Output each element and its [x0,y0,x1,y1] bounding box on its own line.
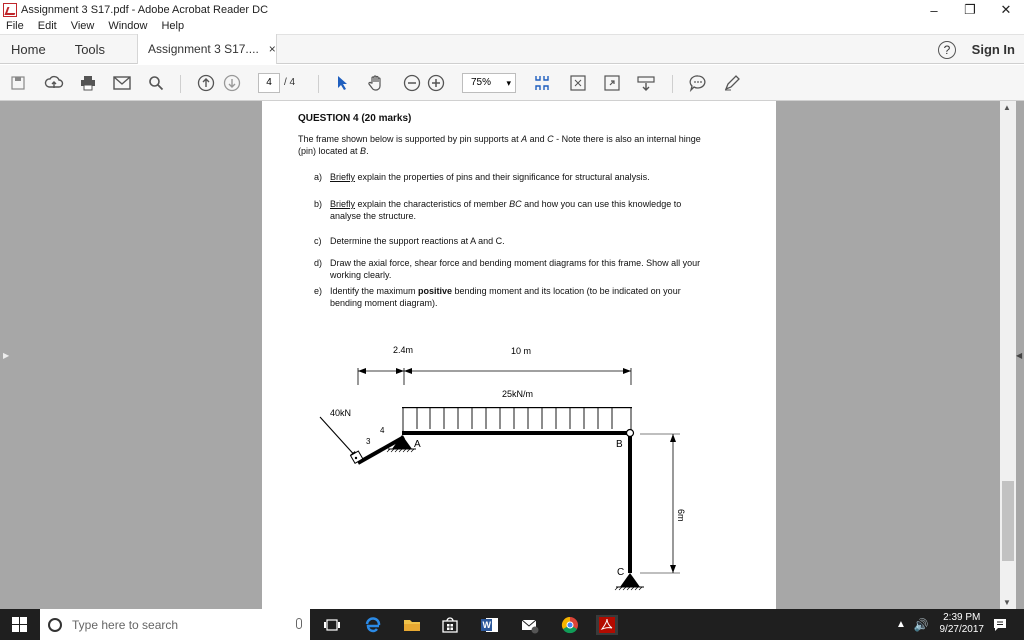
item-label: a) [314,172,323,182]
question-item-e [314,285,714,309]
menu-edit[interactable]: Edit [37,20,57,32]
sign-in-button[interactable]: Sign In [971,42,1015,57]
item-text: Determine the support reactions at A and C. [330,236,505,246]
full-screen-icon[interactable] [568,73,588,93]
intro-text: The frame shown below is supported by pin supports at [298,134,522,144]
scroll-down-icon[interactable]: ▼ [1003,598,1011,607]
close-tab-icon[interactable]: × [268,42,276,56]
item-text: and how you can use this knowledge to analyse the structure. [330,199,682,221]
title-bar [0,0,1024,20]
right-panel-toggle-icon[interactable]: ◀ [1016,351,1023,360]
item-text: bending moment and its location (to be indicated on your bending moment diagram). [330,286,681,308]
email-icon[interactable] [112,73,132,93]
read-mode-icon[interactable] [602,73,622,93]
hinge-b [627,430,634,437]
zoom-dropdown[interactable]: 75% ▾ [462,73,516,93]
scroll-up-icon[interactable]: ▲ [1003,103,1011,112]
intro-text: - Note there is also an internal hinge (pin) located at [298,134,701,156]
clock-date: 9/27/2017 [939,624,984,635]
item-strong: positive [418,286,453,296]
menu-window[interactable]: Window [108,20,148,32]
pen-draw-icon[interactable] [722,73,742,93]
question-item-d [314,257,714,281]
store-icon[interactable] [440,615,460,635]
label-c: C [617,567,625,578]
frame-diagram [308,341,686,606]
beam-ab [402,431,632,435]
minimize-button[interactable]: – [930,2,938,18]
page-total: / 4 [284,77,296,88]
zoom-in-icon[interactable] [426,73,446,93]
dim-left-label: 2.4m [393,345,414,355]
system-tray [896,609,929,640]
question-item-a [314,171,714,183]
item-label: b) [314,199,323,209]
toolbar-divider [318,75,319,93]
item-text: Identify the maximum [330,286,419,296]
tab-document[interactable] [137,34,277,64]
tab-bar [0,34,1024,64]
microphone-icon[interactable] [296,618,302,629]
acrobat-icon [3,3,17,17]
select-pointer-icon[interactable] [332,73,352,93]
item-lead: Briefly [330,172,356,182]
taskbar-search[interactable] [40,609,310,640]
chrome-icon[interactable] [560,615,580,635]
word-icon[interactable] [480,615,500,635]
taskbar-clock[interactable] [940,612,985,636]
column-bc [628,433,632,573]
item-label: c) [314,236,322,246]
item-lead: Briefly [330,199,356,209]
taskbar [0,609,1024,640]
edge-browser-icon[interactable] [362,615,382,635]
intro-a: A [521,134,528,144]
question-intro [298,133,718,157]
height-label: 6m [676,509,686,522]
tab-home[interactable]: Home [11,41,46,57]
toolbar-divider [672,75,673,93]
cortana-icon [48,618,62,632]
intro-b: B [360,146,367,156]
udl-label: 25kN/m [502,389,534,399]
item-em: BC [509,199,522,209]
scroll-mode-icon[interactable] [636,73,656,93]
file-explorer-icon[interactable] [402,615,422,635]
label-b: B [616,439,623,450]
item-label: e) [314,286,323,296]
task-view-icon[interactable] [322,615,342,635]
udl-top-line [402,407,632,408]
item-text: explain the characteristics of member [355,199,510,209]
upload-cloud-icon[interactable] [44,73,64,93]
item-text: explain the properties of pins and their significance for structural analysis. [355,172,650,182]
window-title: Assignment 3 S17.pdf - Adobe Acrobat Reader DC [21,4,269,16]
save-icon[interactable] [8,73,28,93]
udl-arrows [403,408,631,431]
previous-page-icon[interactable] [196,73,216,93]
tab-tools[interactable]: Tools [74,41,106,57]
print-icon[interactable] [78,73,98,93]
acrobat-taskbar-icon[interactable] [596,615,618,635]
help-icon[interactable]: ? [938,41,956,59]
menu-file[interactable]: File [6,20,24,32]
search-icon[interactable] [146,73,166,93]
menu-help[interactable]: Help [161,20,185,32]
scroll-thumb[interactable] [1002,481,1014,561]
item-text: Draw the axial force, shear force and bending moment diagrams for this frame. Show all your working clearly. [330,258,701,280]
question-item-c [314,235,714,247]
tray-up-icon[interactable]: ▲ [896,619,906,630]
action-center-icon[interactable] [990,615,1010,635]
toolbar-divider [180,75,181,93]
volume-icon[interactable]: 🔊 [913,617,929,632]
mail-icon[interactable] [520,615,540,635]
label-a: A [414,439,421,450]
force-line [320,417,358,459]
menu-bar [0,18,1024,34]
svg-text:W: W [482,620,491,630]
comment-icon[interactable] [688,73,708,93]
clock-time: 2:39 PM [943,612,981,623]
windows-start-icon[interactable] [12,617,27,632]
force-label: 40kN [330,408,352,418]
toolbar [0,65,1024,101]
menu-view[interactable]: View [70,20,95,32]
next-page-icon[interactable] [222,73,242,93]
dim-right-label: 10 m [511,346,532,356]
left-panel-toggle-icon[interactable]: ▶ [3,351,10,360]
vertical-scrollbar[interactable] [1000,101,1016,609]
question-title: QUESTION 4 (20 marks) [298,113,412,124]
document-viewer[interactable] [0,101,1024,609]
hand-tool-icon[interactable] [366,73,386,93]
item-label: d) [314,258,323,268]
fit-page-icon[interactable] [532,73,552,93]
intro-text: . [366,146,369,156]
search-placeholder: Type here to search [72,617,179,632]
intro-c: C [547,134,554,144]
document-tab-label: Assignment 3 S17.... [148,42,259,56]
slope-4-label: 4 [380,426,385,435]
zoom-out-icon[interactable] [402,73,422,93]
maximize-button[interactable]: ❐ [964,2,976,17]
intro-text: and [527,134,548,144]
marker-dot [355,457,357,459]
window-controls [916,0,1024,20]
close-button[interactable]: ✕ [1000,2,1012,17]
question-item-b [314,198,714,222]
pdf-page [262,101,776,609]
slope-3-label: 3 [366,437,371,446]
page-number-input[interactable]: 4 [258,73,280,93]
